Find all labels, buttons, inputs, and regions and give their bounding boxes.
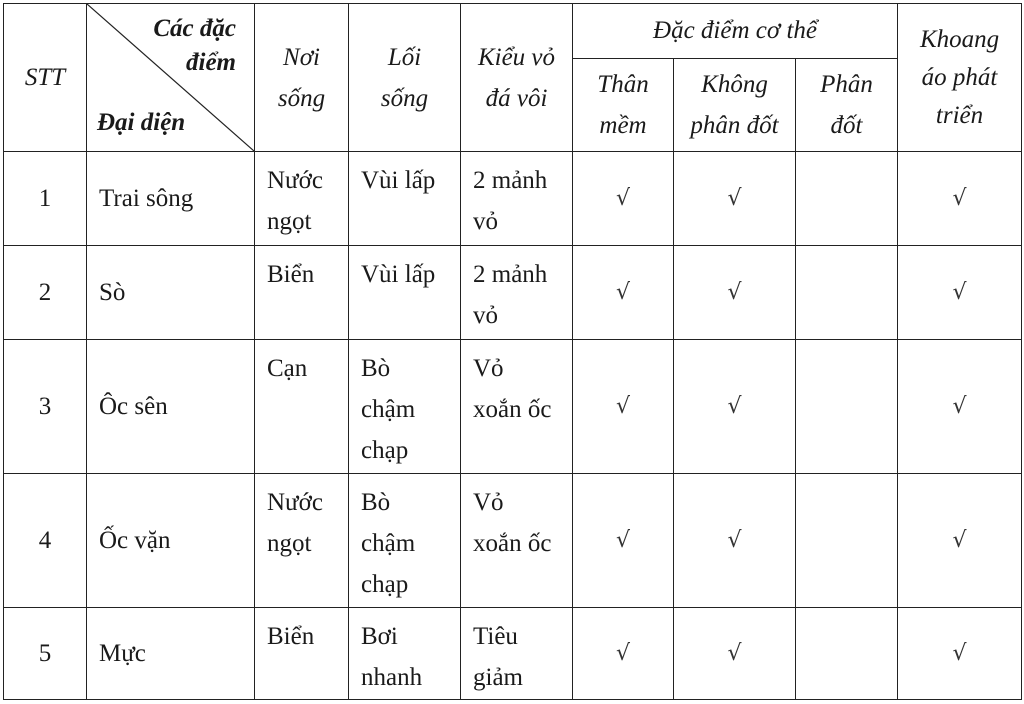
header-lifestyle: Lối sống bbox=[349, 4, 461, 152]
cell-name: Mực bbox=[87, 608, 255, 700]
check-unsegmented: √ bbox=[674, 246, 796, 340]
table-row bbox=[4, 608, 1022, 700]
cell-shell-type-line: vỏ bbox=[473, 302, 498, 329]
table-body bbox=[4, 152, 1022, 700]
cell-habitat bbox=[255, 246, 349, 340]
check-mantle-cavity: √ bbox=[898, 340, 1022, 474]
check-segmented bbox=[796, 340, 898, 474]
table-header bbox=[4, 4, 1022, 152]
cell-lifestyle bbox=[349, 608, 461, 700]
cell-lifestyle-line: chạp bbox=[361, 437, 409, 464]
cell-habitat-line: Cạn bbox=[267, 355, 308, 382]
cell-shell-type-line: xoắn ốc bbox=[473, 530, 552, 557]
cell-shell-type-line: 2 mảnh bbox=[473, 167, 548, 194]
cell-habitat-line: ngọt bbox=[267, 208, 312, 235]
cell-shell-type bbox=[461, 152, 573, 246]
cell-shell-type bbox=[461, 246, 573, 340]
cell-lifestyle bbox=[349, 246, 461, 340]
header-representative: Đại diện bbox=[97, 109, 186, 136]
cell-name: Sò bbox=[87, 246, 255, 340]
check-segmented bbox=[796, 608, 898, 700]
check-mantle-cavity: √ bbox=[898, 152, 1022, 246]
check-soft-body: √ bbox=[573, 608, 674, 700]
header-stt: STT bbox=[4, 4, 87, 152]
cell-lifestyle-line: Vùi lấp bbox=[361, 167, 436, 194]
check-unsegmented: √ bbox=[674, 608, 796, 700]
cell-stt: 5 bbox=[4, 608, 87, 700]
cell-lifestyle-line: nhanh bbox=[361, 664, 423, 691]
cell-shell-type-line: vỏ bbox=[473, 208, 498, 235]
check-mantle-cavity: √ bbox=[898, 474, 1022, 608]
check-unsegmented: √ bbox=[674, 474, 796, 608]
cell-lifestyle-line: Vùi lấp bbox=[361, 261, 436, 288]
header-body-features: Đặc điểm cơ thể bbox=[573, 4, 898, 59]
cell-lifestyle-line: chạp bbox=[361, 571, 409, 598]
cell-name: Ôc sên bbox=[87, 340, 255, 474]
check-soft-body: √ bbox=[573, 340, 674, 474]
cell-shell-type-line: 2 mảnh bbox=[473, 261, 548, 288]
cell-habitat bbox=[255, 152, 349, 246]
check-soft-body: √ bbox=[573, 246, 674, 340]
cell-stt: 2 bbox=[4, 246, 87, 340]
check-soft-body: √ bbox=[573, 474, 674, 608]
cell-habitat-line: Biển bbox=[267, 261, 315, 288]
cell-lifestyle-line: Bò bbox=[361, 355, 391, 382]
header-segmented: Phân đốt bbox=[796, 59, 898, 152]
header-diagonal-cell bbox=[87, 4, 255, 152]
cell-lifestyle-line: chậm bbox=[361, 530, 416, 557]
check-segmented bbox=[796, 474, 898, 608]
cell-habitat-line: ngọt bbox=[267, 530, 312, 557]
cell-habitat-line: Biển bbox=[267, 623, 315, 650]
header-characteristics-line2: điểm bbox=[186, 49, 236, 76]
cell-lifestyle bbox=[349, 474, 461, 608]
cell-shell-type-line: giảm bbox=[473, 664, 523, 691]
check-mantle-cavity: √ bbox=[898, 246, 1022, 340]
cell-shell-type-line: Vỏ bbox=[473, 489, 504, 516]
header-characteristics-line1: Các đặc bbox=[153, 15, 236, 42]
cell-habitat bbox=[255, 608, 349, 700]
cell-shell-type bbox=[461, 340, 573, 474]
cell-stt: 4 bbox=[4, 474, 87, 608]
cell-habitat-line: Nước bbox=[267, 167, 323, 194]
table-row bbox=[4, 152, 1022, 246]
cell-shell-type-line: Vỏ bbox=[473, 355, 504, 382]
cell-name: Ốc vặn bbox=[87, 474, 255, 608]
check-soft-body: √ bbox=[573, 152, 674, 246]
check-unsegmented: √ bbox=[674, 152, 796, 246]
cell-shell-type-line: xoắn ốc bbox=[473, 396, 552, 423]
check-mantle-cavity: √ bbox=[898, 608, 1022, 700]
cell-habitat-line: Nước bbox=[267, 489, 323, 516]
header-soft-body: Thân mềm bbox=[573, 59, 674, 152]
cell-stt: 3 bbox=[4, 340, 87, 474]
cell-shell-type-line: Tiêu bbox=[473, 623, 518, 650]
cell-lifestyle-line: Bò bbox=[361, 489, 391, 516]
check-segmented bbox=[796, 152, 898, 246]
header-shell-type: Kiểu vỏ đá vôi bbox=[461, 4, 573, 152]
cell-name: Trai sông bbox=[87, 152, 255, 246]
cell-lifestyle-line: chậm bbox=[361, 396, 416, 423]
header-characteristics bbox=[153, 12, 236, 80]
table-row bbox=[4, 474, 1022, 608]
header-habitat: Nơi sống bbox=[255, 4, 349, 152]
check-unsegmented: √ bbox=[674, 340, 796, 474]
header-unsegmented: Không phân đốt bbox=[674, 59, 796, 152]
mollusc-comparison-table bbox=[3, 3, 1022, 700]
cell-habitat bbox=[255, 340, 349, 474]
cell-lifestyle bbox=[349, 340, 461, 474]
header-mantle-cavity: Khoang áo phát triển bbox=[898, 4, 1022, 152]
cell-stt: 1 bbox=[4, 152, 87, 246]
cell-lifestyle-line: Bơi bbox=[361, 623, 398, 650]
table-row bbox=[4, 340, 1022, 474]
table-row bbox=[4, 246, 1022, 340]
cell-habitat bbox=[255, 474, 349, 608]
cell-shell-type bbox=[461, 474, 573, 608]
check-segmented bbox=[796, 246, 898, 340]
cell-shell-type bbox=[461, 608, 573, 700]
cell-lifestyle bbox=[349, 152, 461, 246]
